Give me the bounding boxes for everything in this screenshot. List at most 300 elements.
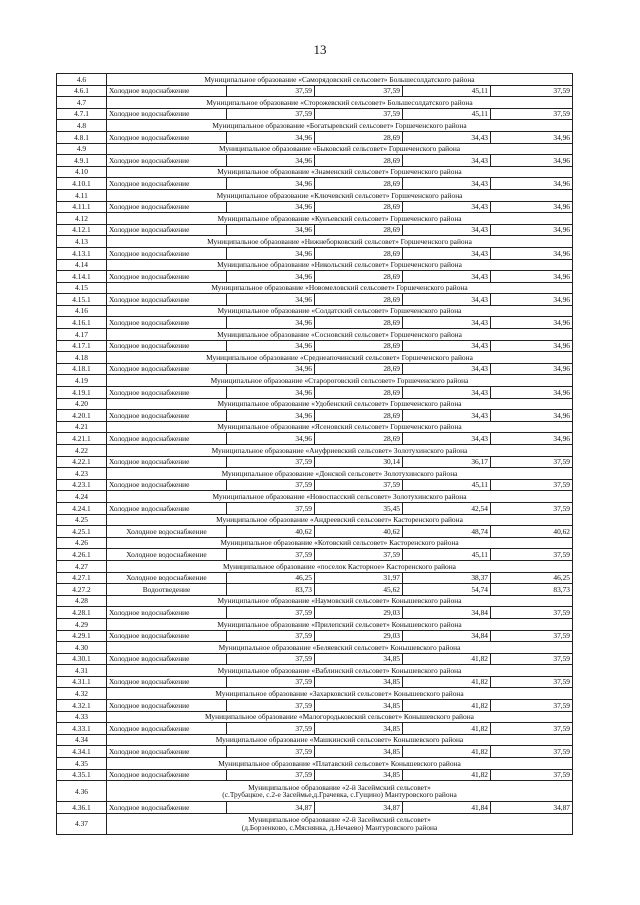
tariff-value: 34,96 <box>227 294 315 306</box>
row-number: 4.31 <box>57 665 107 677</box>
service-name: Холодное водоснабжение <box>107 630 227 642</box>
tariff-value: 34,96 <box>227 363 315 375</box>
tariff-row <box>57 363 573 375</box>
tariff-value: 37,59 <box>227 769 315 781</box>
tariff-value: 41,82 <box>403 723 491 735</box>
tariff-table-body <box>57 74 573 835</box>
row-number: 4.19.1 <box>57 387 107 399</box>
municipality-name: Муниципальное образование «поселок Касторное» Касторенского района <box>107 560 573 572</box>
tariff-value: 28,69 <box>315 247 403 259</box>
municipality-header-row <box>57 143 573 155</box>
municipality-header-row <box>57 97 573 109</box>
row-number: 4.11.1 <box>57 201 107 213</box>
municipality-header-row <box>57 688 573 700</box>
tariff-value: 42,54 <box>403 502 491 514</box>
municipality-header-row <box>57 352 573 364</box>
tariff-value: 41,82 <box>403 746 491 758</box>
tariff-value: 34,96 <box>491 387 573 399</box>
tariff-value: 34,96 <box>491 131 573 143</box>
tariff-value: 34,96 <box>491 410 573 422</box>
tariff-row <box>57 340 573 352</box>
tariff-value: 34,43 <box>403 410 491 422</box>
municipality-name: Муниципальное образование «Наумовский сельсовет» Конышевского района <box>107 595 573 607</box>
tariff-value: 40,62 <box>491 526 573 538</box>
municipality-name: Муниципальное образование «Быковский сельсовет» Горшеченского района <box>107 143 573 155</box>
municipality-name: Муниципальное образование «Прилепский сельсовет» Конышевского района <box>107 618 573 630</box>
row-number: 4.15 <box>57 282 107 294</box>
service-name: Холодное водоснабжение <box>107 746 227 758</box>
tariff-row <box>57 433 573 445</box>
municipality-name: Муниципальное образование «Ключевский сельсовет» Горшеченского района <box>107 189 573 201</box>
tariff-row <box>57 769 573 781</box>
tariff-value: 34,43 <box>403 201 491 213</box>
tariff-value: 34,43 <box>403 271 491 283</box>
municipality-name: Муниципальное образование «Саморядовский сельсовет» Большесолдатского района <box>107 74 573 86</box>
row-number: 4.31.1 <box>57 676 107 688</box>
tariff-value: 35,45 <box>315 502 403 514</box>
municipality-header-row <box>57 711 573 723</box>
tariff-value: 34,96 <box>491 433 573 445</box>
tariff-row <box>57 549 573 561</box>
municipality-header-row <box>57 813 573 834</box>
tariff-value: 34,43 <box>403 131 491 143</box>
tariff-table <box>56 73 573 835</box>
row-number: 4.12.1 <box>57 224 107 236</box>
tariff-row <box>57 131 573 143</box>
page-number: 13 <box>313 42 327 57</box>
row-number: 4.9.1 <box>57 155 107 167</box>
row-number: 4.18.1 <box>57 363 107 375</box>
tariff-row <box>57 410 573 422</box>
tariff-value: 40,62 <box>227 526 315 538</box>
municipality-name: Муниципальное образование «Машкинский сельсовет» Конышевского района <box>107 734 573 746</box>
row-number: 4.22.1 <box>57 456 107 468</box>
tariff-value: 31,97 <box>315 572 403 584</box>
tariff-value: 34,85 <box>315 676 403 688</box>
service-name: Холодное водоснабжение <box>107 178 227 190</box>
row-number: 4.17.1 <box>57 340 107 352</box>
row-number: 4.14 <box>57 259 107 271</box>
service-name: Холодное водоснабжение <box>107 155 227 167</box>
row-number: 4.6.1 <box>57 85 107 97</box>
tariff-value: 83,73 <box>227 584 315 596</box>
tariff-value: 30,14 <box>315 456 403 468</box>
service-name: Холодное водоснабжение <box>107 433 227 445</box>
row-number: 4.34.1 <box>57 746 107 758</box>
service-name: Холодное водоснабжение <box>107 653 227 665</box>
municipality-name: Муниципальное образование «Кунъевский сельсовет» Горшеченского района <box>107 213 573 225</box>
tariff-value: 41,84 <box>403 802 491 814</box>
tariff-value: 34,85 <box>315 746 403 758</box>
municipality-header-row <box>57 375 573 387</box>
tariff-value: 37,59 <box>227 653 315 665</box>
service-name: Холодное водоснабжение <box>107 723 227 735</box>
tariff-value: 34,96 <box>227 224 315 236</box>
row-number: 4.8 <box>57 120 107 132</box>
tariff-value: 37,59 <box>491 700 573 712</box>
tariff-value: 37,59 <box>315 108 403 120</box>
tariff-value: 34,96 <box>227 131 315 143</box>
municipality-header-row <box>57 445 573 457</box>
tariff-row <box>57 700 573 712</box>
tariff-value: 34,96 <box>491 247 573 259</box>
row-number: 4.6 <box>57 74 107 86</box>
row-number: 4.37 <box>57 813 107 834</box>
tariff-value: 34,85 <box>315 723 403 735</box>
service-name: Холодное водоснабжение <box>107 526 227 538</box>
tariff-value: 48,74 <box>403 526 491 538</box>
tariff-value: 37,59 <box>227 676 315 688</box>
municipality-header-row <box>57 537 573 549</box>
tariff-row <box>57 155 573 167</box>
tariff-row <box>57 607 573 619</box>
row-number: 4.32.1 <box>57 700 107 712</box>
municipality-name: Муниципальное образование «Котовский сельсовет» Касторенского района <box>107 537 573 549</box>
tariff-value: 37,59 <box>491 456 573 468</box>
service-name: Холодное водоснабжение <box>107 676 227 688</box>
tariff-row <box>57 723 573 735</box>
tariff-value: 34,96 <box>227 387 315 399</box>
row-number: 4.24 <box>57 491 107 503</box>
municipality-name: Муниципальное образование «Новомеловский сельсовет» Горшеченского района <box>107 282 573 294</box>
municipality-name: Муниципальное образование «Захарковский сельсовет» Конышевского района <box>107 688 573 700</box>
municipality-name-line1: Муниципальное образование «2-й Засеймский сельсовет» <box>248 815 431 825</box>
tariff-value: 37,59 <box>491 549 573 561</box>
row-number: 4.27.2 <box>57 584 107 596</box>
row-number: 4.21 <box>57 421 107 433</box>
row-number: 4.12 <box>57 213 107 225</box>
municipality-name: Муниципальное образование «Ваблинский сельсовет» Конышевского района <box>107 665 573 677</box>
municipality-header-row <box>57 618 573 630</box>
row-number: 4.26 <box>57 537 107 549</box>
tariff-value: 34,96 <box>491 155 573 167</box>
tariff-value: 37,59 <box>227 85 315 97</box>
row-number: 4.9 <box>57 143 107 155</box>
row-number: 4.29 <box>57 618 107 630</box>
service-name: Холодное водоснабжение <box>107 224 227 236</box>
municipality-name: Муниципальное образование «Ясеновский сельсовет» Горшеченского района <box>107 421 573 433</box>
municipality-name <box>107 781 573 802</box>
tariff-value: 34,96 <box>227 155 315 167</box>
municipality-name: Муниципальное образование «Нижнеборковский сельсовет» Горшеченского района <box>107 236 573 248</box>
tariff-value: 45,62 <box>315 584 403 596</box>
service-name: Холодное водоснабжение <box>107 572 227 584</box>
tariff-value: 29,03 <box>315 630 403 642</box>
service-name: Холодное водоснабжение <box>107 479 227 491</box>
municipality-header-row <box>57 421 573 433</box>
municipality-header-row <box>57 74 573 86</box>
row-number: 4.35 <box>57 758 107 770</box>
municipality-name: Муниципальное образование «Ануфриевский сельсовет» Золотухинского района <box>107 445 573 457</box>
row-number: 4.25 <box>57 514 107 526</box>
row-number: 4.16.1 <box>57 317 107 329</box>
tariff-value: 45,11 <box>403 85 491 97</box>
tariff-value: 40,62 <box>315 526 403 538</box>
row-number: 4.7.1 <box>57 108 107 120</box>
tariff-value: 37,59 <box>491 769 573 781</box>
municipality-header-row <box>57 665 573 677</box>
tariff-value: 28,69 <box>315 224 403 236</box>
tariff-value: 45,11 <box>403 549 491 561</box>
tariff-value: 36,17 <box>403 456 491 468</box>
tariff-value: 37,59 <box>491 502 573 514</box>
row-number: 4.36.1 <box>57 802 107 814</box>
tariff-value: 34,96 <box>491 271 573 283</box>
municipality-header-row <box>57 398 573 410</box>
tariff-value: 34,96 <box>227 340 315 352</box>
row-number: 4.14.1 <box>57 271 107 283</box>
tariff-value: 37,59 <box>227 502 315 514</box>
tariff-value: 34,87 <box>315 802 403 814</box>
tariff-value: 34,84 <box>403 630 491 642</box>
service-name: Холодное водоснабжение <box>107 85 227 97</box>
municipality-name: Муниципальное образование «Среднеапочинский сельсовет» Горшеченского района <box>107 352 573 364</box>
tariff-row <box>57 85 573 97</box>
tariff-value: 37,59 <box>227 746 315 758</box>
tariff-value: 34,43 <box>403 317 491 329</box>
tariff-value: 37,59 <box>491 108 573 120</box>
row-number: 4.13 <box>57 236 107 248</box>
municipality-name: Муниципальное образование «Богатыревский сельсовет» Горшеченского района <box>107 120 573 132</box>
tariff-value: 37,59 <box>491 653 573 665</box>
row-number: 4.35.1 <box>57 769 107 781</box>
service-name: Холодное водоснабжение <box>107 607 227 619</box>
service-name: Холодное водоснабжение <box>107 247 227 259</box>
tariff-value: 29,03 <box>315 607 403 619</box>
municipality-name: Муниципальное образование «Беляевский сельсовет» Конышевского района <box>107 642 573 654</box>
tariff-value: 34,43 <box>403 155 491 167</box>
municipality-header-row <box>57 236 573 248</box>
tariff-value: 54,74 <box>403 584 491 596</box>
tariff-row <box>57 479 573 491</box>
tariff-value: 38,37 <box>403 572 491 584</box>
service-name: Холодное водоснабжение <box>107 271 227 283</box>
tariff-value: 34,85 <box>315 769 403 781</box>
tariff-row <box>57 201 573 213</box>
tariff-value: 34,96 <box>491 317 573 329</box>
tariff-value: 34,85 <box>315 653 403 665</box>
municipality-header-row <box>57 259 573 271</box>
service-name: Холодное водоснабжение <box>107 131 227 143</box>
service-name: Холодное водоснабжение <box>107 769 227 781</box>
tariff-value: 37,59 <box>315 549 403 561</box>
tariff-value: 34,96 <box>491 224 573 236</box>
tariff-value: 34,96 <box>227 433 315 445</box>
municipality-name: Муниципальное образование «Донской сельсовет» Золотухинского района <box>107 468 573 480</box>
tariff-row <box>57 653 573 665</box>
tariff-value: 34,96 <box>227 247 315 259</box>
row-number: 4.36 <box>57 781 107 802</box>
tariff-row <box>57 317 573 329</box>
municipality-name: Муниципальное образование «Старороговский сельсовет» Горшеченского района <box>107 375 573 387</box>
row-number: 4.30.1 <box>57 653 107 665</box>
tariff-value: 37,59 <box>315 85 403 97</box>
row-number: 4.27.1 <box>57 572 107 584</box>
row-number: 4.33 <box>57 711 107 723</box>
tariff-row <box>57 178 573 190</box>
tariff-value: 37,59 <box>491 607 573 619</box>
service-name: Холодное водоснабжение <box>107 294 227 306</box>
municipality-header-row <box>57 282 573 294</box>
row-number: 4.20 <box>57 398 107 410</box>
municipality-name-line2: (д.Борзенково, с.Мяснянка, д.Нечаево) Мантуровского района <box>241 822 438 832</box>
tariff-value: 83,73 <box>491 584 573 596</box>
tariff-value: 34,96 <box>227 178 315 190</box>
tariff-value: 28,69 <box>315 317 403 329</box>
municipality-header-row <box>57 642 573 654</box>
row-number: 4.19 <box>57 375 107 387</box>
row-number: 4.24.1 <box>57 502 107 514</box>
row-number: 4.23.1 <box>57 479 107 491</box>
row-number: 4.20.1 <box>57 410 107 422</box>
tariff-value: 37,59 <box>491 479 573 491</box>
municipality-header-row <box>57 468 573 480</box>
municipality-header-row <box>57 305 573 317</box>
tariff-value: 34,96 <box>491 340 573 352</box>
tariff-value: 45,11 <box>403 108 491 120</box>
tariff-value: 34,96 <box>227 201 315 213</box>
tariff-value: 37,59 <box>227 700 315 712</box>
municipality-header-row <box>57 734 573 746</box>
municipality-header-row <box>57 120 573 132</box>
row-number: 4.17 <box>57 329 107 341</box>
row-number: 4.16 <box>57 305 107 317</box>
municipality-name <box>107 813 573 834</box>
service-name: Холодное водоснабжение <box>107 700 227 712</box>
row-number: 4.11 <box>57 189 107 201</box>
tariff-row <box>57 224 573 236</box>
tariff-value: 41,82 <box>403 700 491 712</box>
tariff-value: 34,43 <box>403 224 491 236</box>
service-name: Холодное водоснабжение <box>107 108 227 120</box>
municipality-name: Муниципальное образование «Малогородьковский сельсовет» Конышевского района <box>107 711 573 723</box>
municipality-name: Муниципальное образование «Платавский сельсовет» Конышевского района <box>107 758 573 770</box>
row-number: 4.32 <box>57 688 107 700</box>
municipality-header-row <box>57 189 573 201</box>
tariff-row <box>57 108 573 120</box>
tariff-value: 37,59 <box>491 746 573 758</box>
row-number: 4.29.1 <box>57 630 107 642</box>
tariff-value: 34,84 <box>403 607 491 619</box>
service-name: Холодное водоснабжение <box>107 387 227 399</box>
tariff-value: 37,59 <box>227 723 315 735</box>
tariff-value: 28,69 <box>315 178 403 190</box>
service-name: Холодное водоснабжение <box>107 317 227 329</box>
tariff-value: 37,59 <box>227 630 315 642</box>
tariff-value: 37,59 <box>227 108 315 120</box>
municipality-name: Муниципальное образование «Солдатский сельсовет» Горшеченского района <box>107 305 573 317</box>
row-number: 4.15.1 <box>57 294 107 306</box>
municipality-header-row <box>57 329 573 341</box>
municipality-name-line2: (с.Трубацкое, с.2-е Засеймье,д.Грачевка, с.Гущино) Мантуровского района <box>222 790 457 800</box>
tariff-value: 28,69 <box>315 271 403 283</box>
service-name: Холодное водоснабжение <box>107 502 227 514</box>
tariff-value: 34,96 <box>227 271 315 283</box>
tariff-value: 37,59 <box>491 676 573 688</box>
tariff-value: 34,96 <box>227 410 315 422</box>
municipality-header-row <box>57 491 573 503</box>
tariff-row <box>57 572 573 584</box>
service-name: Холодное водоснабжение <box>107 363 227 375</box>
tariff-value: 34,43 <box>403 178 491 190</box>
row-number: 4.22 <box>57 445 107 457</box>
service-name: Холодное водоснабжение <box>107 549 227 561</box>
tariff-value: 41,82 <box>403 653 491 665</box>
row-number: 4.33.1 <box>57 723 107 735</box>
municipality-header-row <box>57 595 573 607</box>
municipality-header-row <box>57 758 573 770</box>
tariff-value: 37,59 <box>491 723 573 735</box>
row-number: 4.30 <box>57 642 107 654</box>
tariff-value: 28,69 <box>315 433 403 445</box>
service-name: Холодное водоснабжение <box>107 802 227 814</box>
row-number: 4.23 <box>57 468 107 480</box>
tariff-row <box>57 676 573 688</box>
tariff-row <box>57 746 573 758</box>
tariff-value: 28,69 <box>315 155 403 167</box>
tariff-row <box>57 456 573 468</box>
tariff-value: 41,82 <box>403 676 491 688</box>
municipality-name: Муниципальное образование «Сосновский сельсовет» Горшеченского района <box>107 329 573 341</box>
tariff-value: 41,82 <box>403 769 491 781</box>
tariff-value: 37,59 <box>227 479 315 491</box>
tariff-value: 34,43 <box>403 340 491 352</box>
row-number: 4.10 <box>57 166 107 178</box>
tariff-value: 34,43 <box>403 387 491 399</box>
tariff-row <box>57 630 573 642</box>
tariff-value: 34,96 <box>491 178 573 190</box>
row-number: 4.28 <box>57 595 107 607</box>
tariff-row <box>57 502 573 514</box>
tariff-value: 34,96 <box>491 201 573 213</box>
tariff-value: 34,43 <box>403 294 491 306</box>
tariff-value: 28,69 <box>315 340 403 352</box>
tariff-value: 45,11 <box>403 479 491 491</box>
municipality-header-row <box>57 781 573 802</box>
tariff-value: 34,96 <box>491 363 573 375</box>
row-number: 4.25.1 <box>57 526 107 538</box>
service-name: Холодное водоснабжение <box>107 201 227 213</box>
municipality-name: Муниципальное образование «Андреевский сельсовет» Касторенского района <box>107 514 573 526</box>
tariff-row <box>57 247 573 259</box>
tariff-value: 34,43 <box>403 363 491 375</box>
tariff-value: 28,69 <box>315 294 403 306</box>
municipality-name: Муниципальное образование «Новоспасский сельсовет» Золотухинского района <box>107 491 573 503</box>
municipality-name: Муниципальное образование «Сторожевский сельсовет» Большесолдатского района <box>107 97 573 109</box>
municipality-header-row <box>57 213 573 225</box>
service-name: Холодное водоснабжение <box>107 456 227 468</box>
service-name: Холодное водоснабжение <box>107 410 227 422</box>
tariff-row <box>57 387 573 399</box>
tariff-value: 34,87 <box>491 802 573 814</box>
municipality-name: Муниципальное образование «Удобенский сельсовет» Горшеченского района <box>107 398 573 410</box>
tariff-value: 37,59 <box>315 479 403 491</box>
tariff-value: 37,59 <box>491 630 573 642</box>
row-number: 4.34 <box>57 734 107 746</box>
tariff-row <box>57 584 573 596</box>
tariff-row <box>57 802 573 814</box>
municipality-header-row <box>57 514 573 526</box>
tariff-value: 46,25 <box>491 572 573 584</box>
row-number: 4.10.1 <box>57 178 107 190</box>
tariff-value: 28,69 <box>315 363 403 375</box>
tariff-value: 28,69 <box>315 387 403 399</box>
tariff-value: 34,87 <box>227 802 315 814</box>
tariff-row <box>57 526 573 538</box>
tariff-row <box>57 271 573 283</box>
tariff-value: 34,96 <box>227 317 315 329</box>
tariff-value: 46,25 <box>227 572 315 584</box>
